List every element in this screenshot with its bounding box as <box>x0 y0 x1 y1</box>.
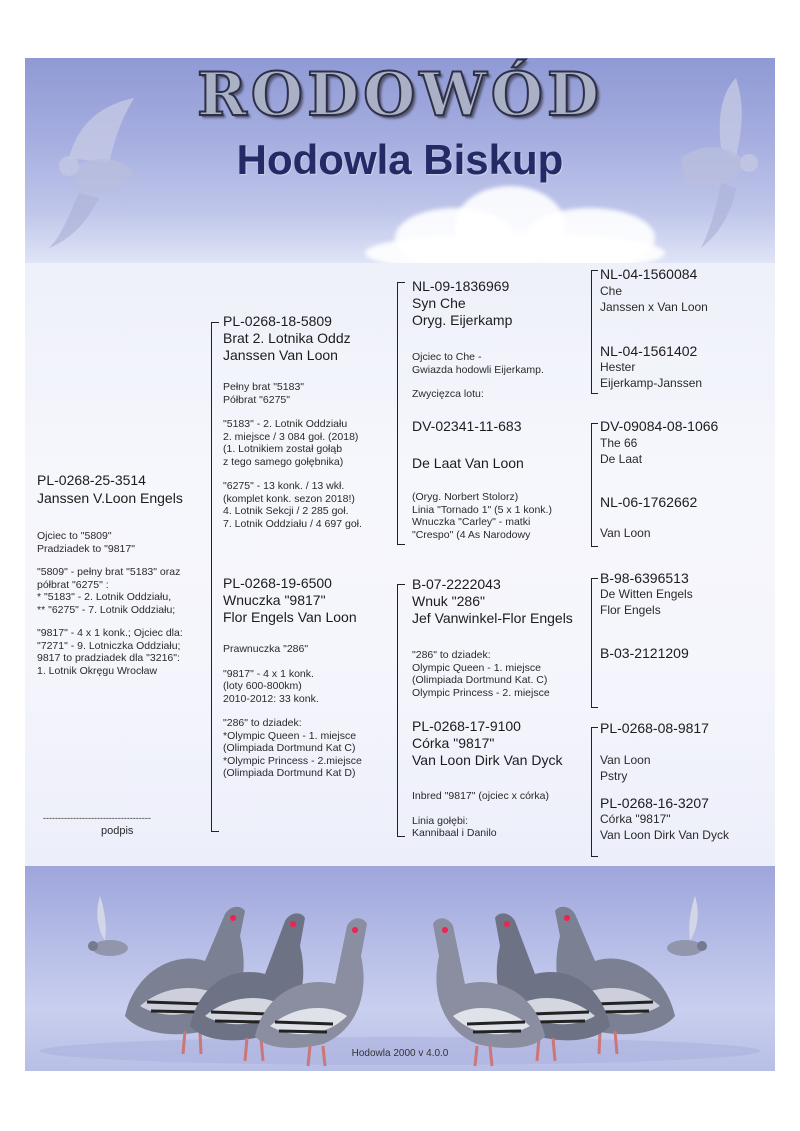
bracket-gen3a-vertical <box>591 270 592 394</box>
father-ring: PL-0268-18-5809 <box>223 313 332 329</box>
subject-name: Janssen V.Loon Engels <box>37 490 183 506</box>
bracket-gen2a-bottom <box>397 544 405 545</box>
gp-mf-line2: Jef Vanwinkel-Flor Engels <box>412 610 573 626</box>
ggp-5-line1: De Witten Engels <box>600 587 693 601</box>
bracket-gen3c-bottom <box>591 707 598 708</box>
pigeons-illustration-icon <box>25 866 775 1071</box>
bracket-gen3d-top <box>591 727 598 728</box>
father-line1: Brat 2. Lotnika Oddz <box>223 330 351 346</box>
bracket-gen3d-bottom <box>591 856 598 857</box>
gp-ff-ring: NL-09-1836969 <box>412 278 510 294</box>
ggp-4-ring: NL-06-1762662 <box>600 494 698 510</box>
ggp-1-line2: Janssen x Van Loon <box>600 300 708 314</box>
signature-line: ------------------------------------ <box>43 813 151 823</box>
gp-ff-line1: Syn Che <box>412 295 466 311</box>
gp-fm-ring: DV-02341-11-683 <box>412 418 522 434</box>
gp-ff-line2: Oryg. Eijerkamp <box>412 312 513 328</box>
bracket-gen3d-vertical <box>591 727 592 857</box>
software-version: Hodowla 2000 v 4.0.0 <box>351 1048 449 1059</box>
ggp-1-line1: Che <box>600 284 623 298</box>
signature-label: podpis <box>101 825 134 837</box>
mother-ring: PL-0268-19-6500 <box>223 575 332 591</box>
bracket-gen3b-bottom <box>591 546 598 547</box>
bracket-gen3a-top <box>591 270 598 271</box>
gp-fm-notes: (Oryg. Norbert Stolorz) Linia "Tornado 1" (5 x 1 konk.) Wnuczka "Carley" - matki "Crespo" (4 As Narodowy <box>412 491 552 541</box>
subject-notes: Ojciec to "5809" Pradziadek to "9817" "5809" - pełny brat "5183" oraz półbrat "6275" : * "5183" - 2. Lotnik Oddziału, ** "6275" - 7. Lotnik Oddziału; "9817" - 4 x 1 konk.; Ojciec dla: "7271" - 9. Lotniczka Oddziału; 9817 to pradziadek dla "3216": 1. Lotnik Okręgu Wrocław <box>37 530 183 677</box>
pedigree-title: RODOWÓD <box>196 60 604 130</box>
subject-ring: PL-0268-25-3514 <box>37 472 146 488</box>
ggp-3-ring: DV-09084-08-1066 <box>600 418 719 434</box>
bracket-gen2a-top <box>397 282 405 283</box>
ggp-8-line2: Van Loon Dirk Van Dyck <box>600 828 729 842</box>
gp-mf-ring: B-07-2222043 <box>412 576 501 592</box>
header-banner <box>25 58 775 263</box>
bracket-gen1-vertical <box>211 322 212 832</box>
ggp-2-ring: NL-04-1561402 <box>600 343 698 359</box>
gp-ff-notes: Ojciec to Che - Gwiazda hodowli Eijerkamp. Zwycięzca lotu: <box>412 351 544 400</box>
bracket-gen2a-vertical <box>397 282 398 545</box>
footer-banner <box>25 866 775 1071</box>
gp-mm-line2: Van Loon Dirk Van Dyck <box>412 752 563 768</box>
bracket-gen2b-vertical <box>397 584 398 837</box>
ggp-3-line2: De Laat <box>600 452 643 466</box>
ggp-8-line1: Córka "9817" <box>600 812 671 826</box>
bracket-gen3c-vertical <box>591 578 592 708</box>
bracket-gen3c-top <box>591 578 598 579</box>
mother-line2: Flor Engels Van Loon <box>223 609 357 625</box>
gp-mm-line1: Córka "9817" <box>412 735 495 751</box>
bracket-gen1-bottom <box>211 831 219 832</box>
ggp-4-line1: Van Loon <box>600 526 651 540</box>
bracket-gen3b-vertical <box>591 423 592 547</box>
ggp-5-ring: B-98-6396513 <box>600 570 689 586</box>
pedigree-sheet <box>25 58 775 1071</box>
ggp-3-line1: The 66 <box>600 436 638 450</box>
ggp-2-line2: Eijerkamp-Janssen <box>600 376 703 390</box>
ggp-7-line2: Pstry <box>600 769 628 783</box>
ggp-5-line2: Flor Engels <box>600 603 661 617</box>
ggp-2-line1: Hester <box>600 360 636 374</box>
gp-mm-notes: Inbred "9817" (ojciec x córka) Linia gołębi: Kannibaal i Danilo <box>412 790 550 839</box>
breeder-name: Hodowla Biskup <box>236 136 564 183</box>
mother-notes: Prawnuczka "286" "9817" - 4 x 1 konk. (loty 600-800km) 2010-2012: 33 konk. "286" to dziadek: *Olympic Queen - 1. miejsce (Olimpiada Dortmund Kat C) *Olympic Princess - 2.miejsce (Olimpiada Dortmund Kat D) <box>223 643 362 779</box>
ggp-6-ring: B-03-2121209 <box>600 645 689 661</box>
ggp-8-ring: PL-0268-16-3207 <box>600 795 709 811</box>
mother-line1: Wnuczka "9817" <box>223 592 326 608</box>
gp-fm-line1: De Laat Van Loon <box>412 455 524 471</box>
gp-mm-ring: PL-0268-17-9100 <box>412 718 521 734</box>
bracket-gen2b-top <box>397 584 405 585</box>
ggp-1-ring: NL-04-1560084 <box>600 266 698 282</box>
ggp-7-line1: Van Loon <box>600 753 651 767</box>
bracket-gen3b-top <box>591 423 598 424</box>
bracket-gen3a-bottom <box>591 393 598 394</box>
gp-mf-line1: Wnuk "286" <box>412 593 485 609</box>
ggp-7-ring: PL-0268-08-9817 <box>600 720 709 736</box>
gp-mf-notes: "286" to dziadek: Olympic Queen - 1. miejsce (Olimpiada Dortmund Kat. C) Olympic Princess - 2. miejsce <box>412 649 550 699</box>
bracket-gen1-top <box>211 322 219 323</box>
father-notes: Pełny brat "5183" Półbrat "6275" "5183" - 2. Lotnik Oddziału 2. miejsce / 3 084 goł. (2018) (1. Lotnikiem został gołąb z tego samego gołębnika) "6275" - 13 konk. / 13 wkł. (komplet konk. sezon 2018!) 4. Lotnik Sekcji / 2 285 goł. 7. Lotnik Oddziału / 4 697 goł. <box>223 381 362 530</box>
father-line2: Janssen Van Loon <box>223 347 338 363</box>
bracket-gen2b-bottom <box>397 836 405 837</box>
